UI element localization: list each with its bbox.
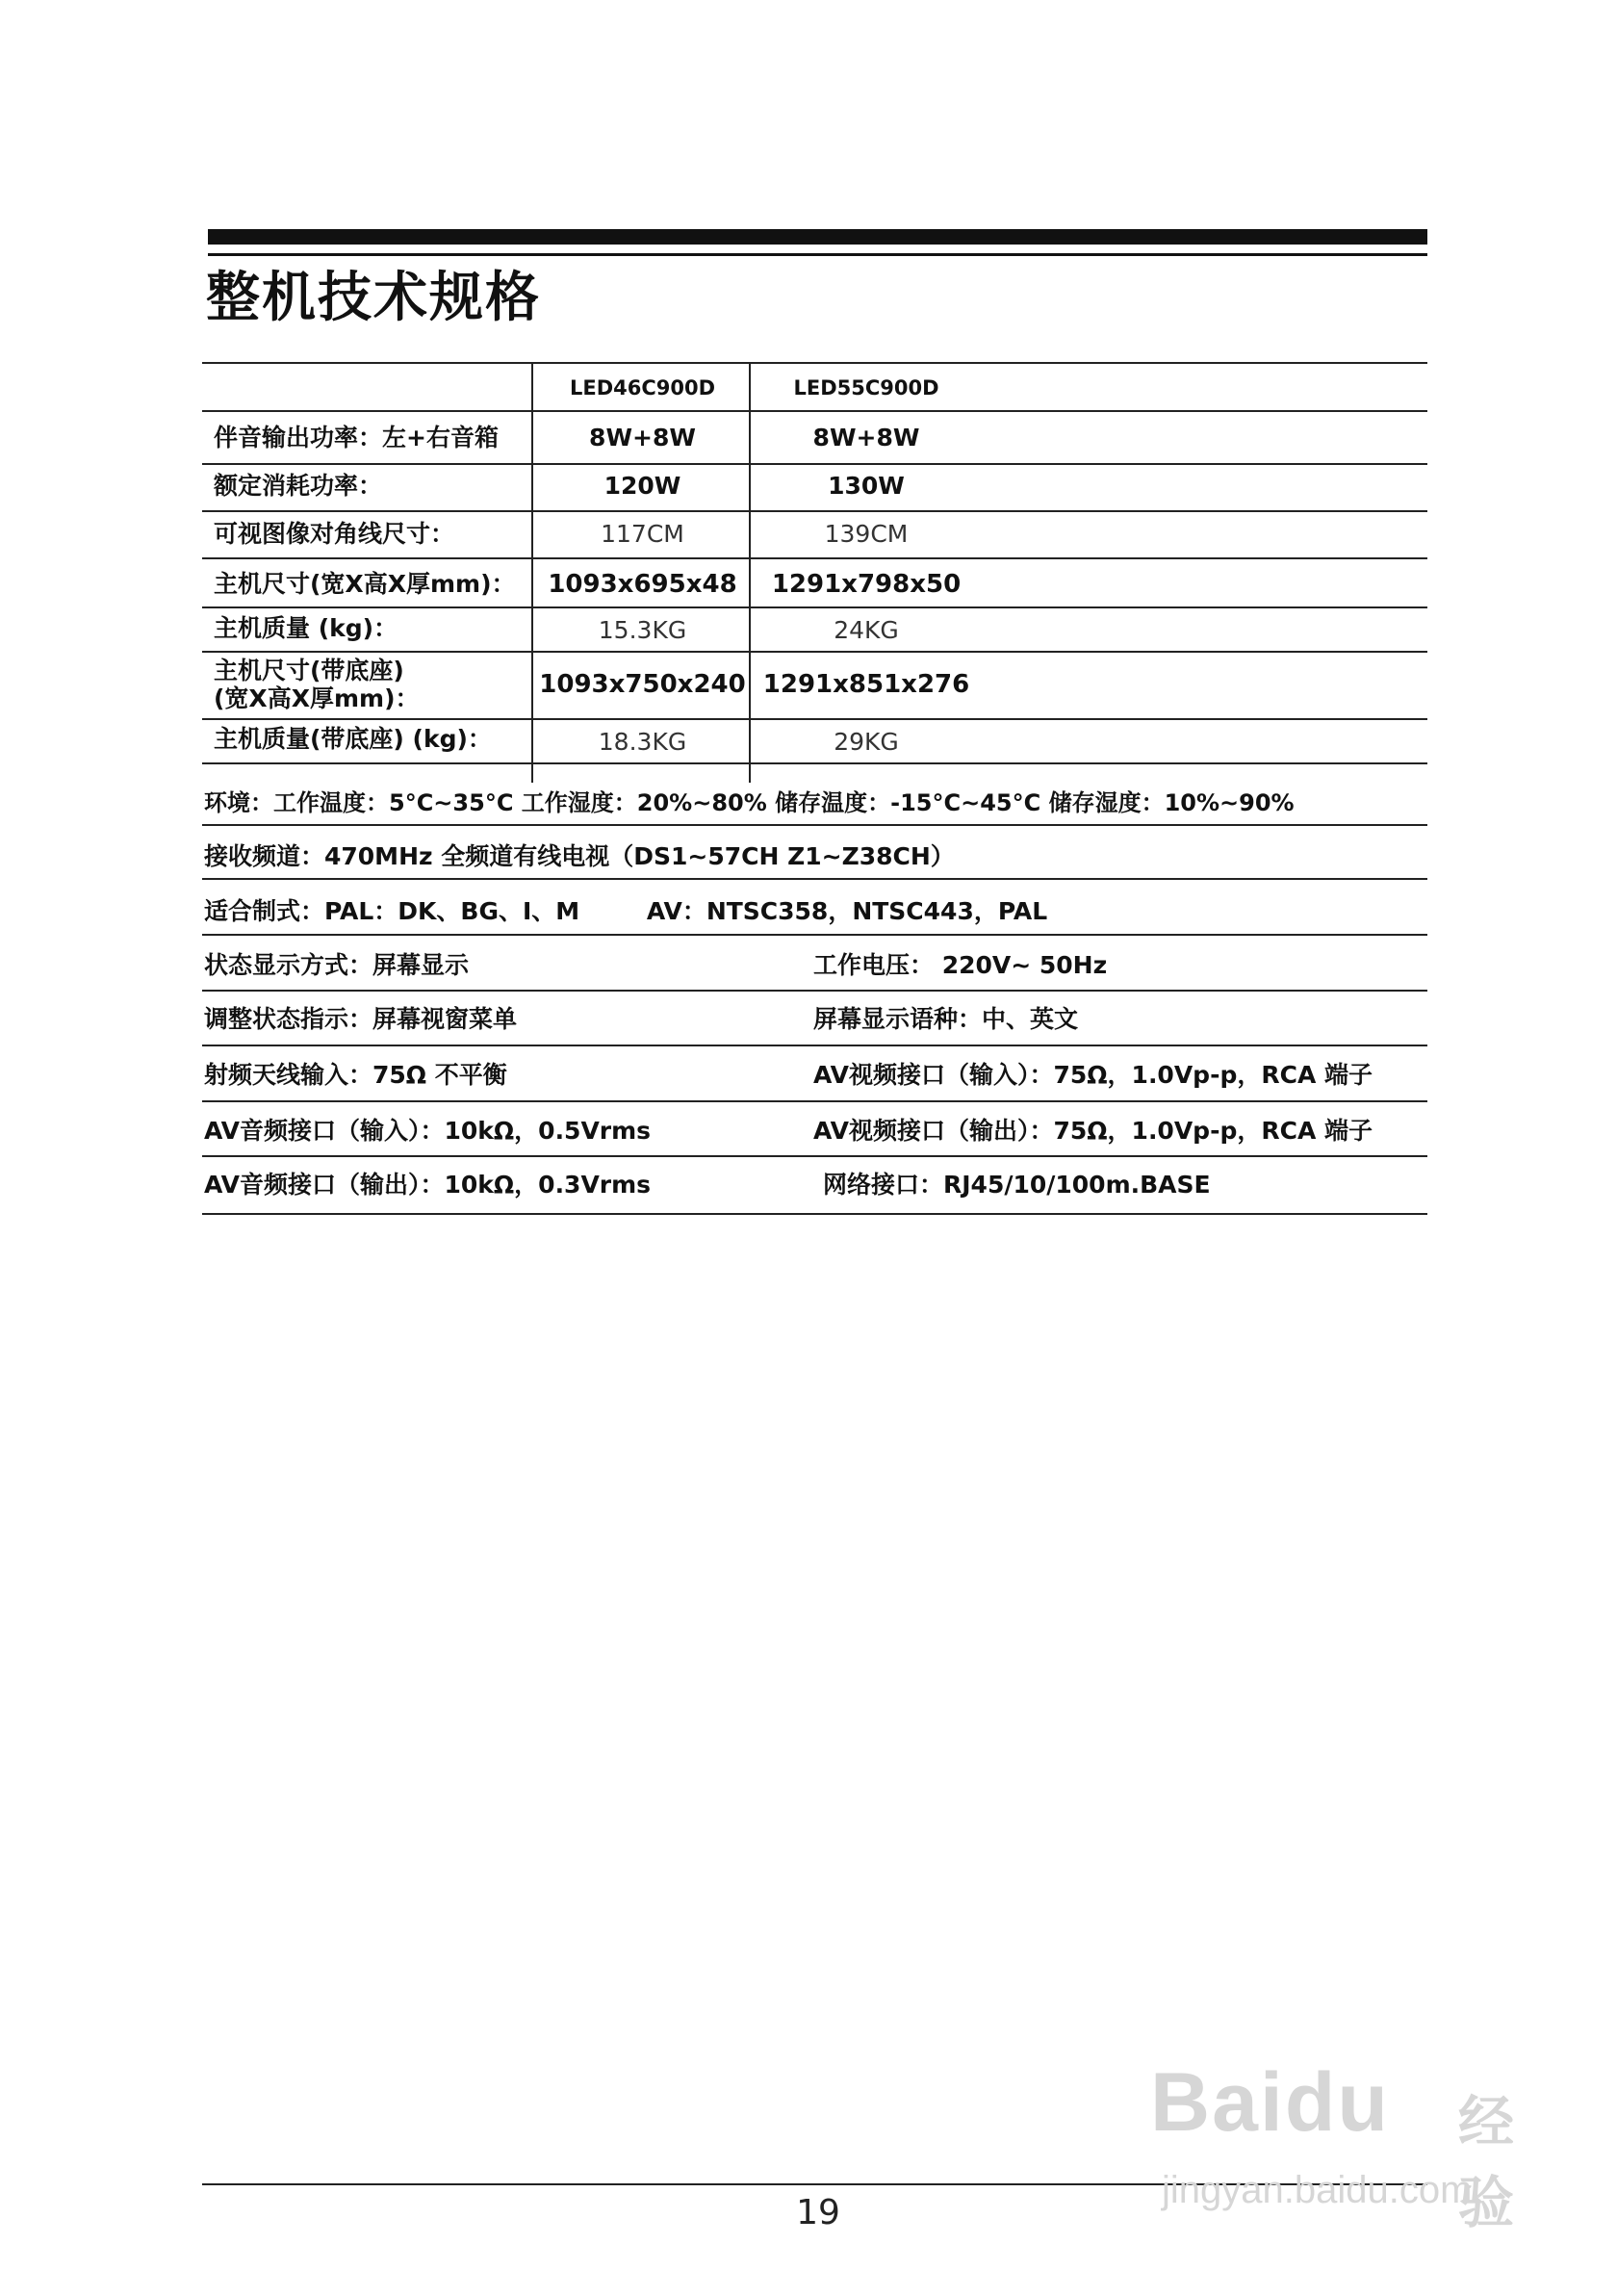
table-rule	[202, 463, 1427, 465]
table-rule	[202, 510, 1427, 512]
spec-rule	[202, 824, 1427, 826]
spec-channels: 接收频道：470MHz 全频道有线电视（DS1~57CH Z1~Z38CH）	[204, 842, 955, 870]
watermark-logo: Baidu	[1150, 2056, 1390, 2149]
spec-label-dimensions: 主机尺寸(宽X高X厚mm)：	[214, 570, 516, 598]
header-thin-rule	[208, 253, 1427, 256]
table-rule	[202, 410, 1427, 412]
spec-rule	[202, 990, 1427, 992]
spec-rf-input: 射频天线输入：75Ω 不平衡	[204, 1061, 507, 1089]
spec-rule	[202, 934, 1427, 936]
spec-rule	[202, 1100, 1427, 1102]
spec-systems: 适合制式：PAL：DK、BG、I、M AV：NTSC358，NTSC443，PAL	[204, 897, 1048, 925]
spec-value: 1291x798x50	[771, 570, 962, 599]
spec-label-rated-power: 额定消耗功率：	[214, 472, 383, 500]
table-rule	[202, 762, 1427, 764]
spec-value: 8W+8W	[589, 424, 696, 451]
spec-value: 1093x750x240	[539, 670, 746, 699]
table-rule	[202, 718, 1427, 720]
spec-network: 网络接口：RJ45/10/100m.BASE	[823, 1171, 1211, 1199]
spec-av-audio-in: AV音频接口（输入）：10kΩ，0.5Vrms	[204, 1117, 652, 1145]
spec-label-audio-power: 伴音输出功率：左+右音箱	[214, 424, 499, 451]
spec-value: 130W	[828, 472, 905, 500]
spec-value: 120W	[603, 472, 681, 500]
spec-value: 1291x851x276	[762, 670, 970, 699]
spec-rule	[202, 1213, 1427, 1215]
spec-av-video-in: AV视频接口（输入）：75Ω，1.0Vp-p，RCA 端子	[813, 1061, 1373, 1089]
spec-value: 8W+8W	[812, 424, 920, 451]
spec-voltage: 工作电压： 220V~ 50Hz	[813, 951, 1108, 979]
spec-value: 1093x695x48	[548, 570, 737, 599]
spec-av-video-out: AV视频接口（输出）：75Ω，1.0Vp-p，RCA 端子	[813, 1117, 1373, 1145]
spec-av-audio-out: AV音频接口（输出）：10kΩ，0.3Vrms	[204, 1171, 652, 1199]
baidu-watermark	[1150, 2055, 1554, 2267]
model-header-2: LED55C900D	[793, 376, 939, 400]
spec-value: 24KG	[834, 616, 899, 644]
spec-environment: 环境：工作温度：5°C~35°C 工作湿度：20%~80% 储存温度：-15°C~45°C 储存湿度：10%~90%	[204, 789, 1295, 816]
spec-value: 139CM	[824, 520, 909, 548]
spec-rule	[202, 878, 1427, 880]
table-rule	[202, 362, 1427, 364]
header-thick-rule	[208, 229, 1427, 245]
spec-label-weight: 主机质量 (kg)：	[214, 614, 398, 642]
spec-rule	[202, 1155, 1427, 1157]
spec-label-diagonal: 可视图像对角线尺寸：	[214, 520, 455, 548]
table-rule	[202, 651, 1427, 653]
spec-rule	[202, 1045, 1427, 1046]
model-header-1: LED46C900D	[569, 376, 716, 400]
spec-status-display: 状态显示方式：屏幕显示	[204, 951, 470, 979]
spec-label-dimensions-stand: 主机尺寸(带底座)	[214, 657, 404, 684]
spec-adjust-indicator: 调整状态指示：屏幕视窗菜单	[204, 1005, 518, 1033]
spec-osd-language: 屏幕显示语种：中、英文	[813, 1005, 1079, 1033]
table-rule	[202, 606, 1427, 608]
spec-value: 29KG	[834, 728, 899, 756]
page-number: 19	[796, 2193, 840, 2232]
watermark-cn: 经验	[1458, 2089, 1515, 2235]
watermark-url: jingyan.baidu.com	[1162, 2169, 1473, 2211]
spec-label-weight-stand: 主机质量(带底座) (kg)：	[214, 725, 492, 753]
spec-value: 117CM	[601, 520, 684, 548]
spec-value: 18.3KG	[598, 728, 687, 756]
page-title: 整机技术规格	[206, 267, 541, 329]
table-rule	[202, 557, 1427, 559]
spec-value: 15.3KG	[598, 616, 687, 644]
table-column-divider	[531, 362, 533, 783]
spec-label-dimensions-stand-unit: (宽X高X厚mm)：	[214, 684, 420, 712]
